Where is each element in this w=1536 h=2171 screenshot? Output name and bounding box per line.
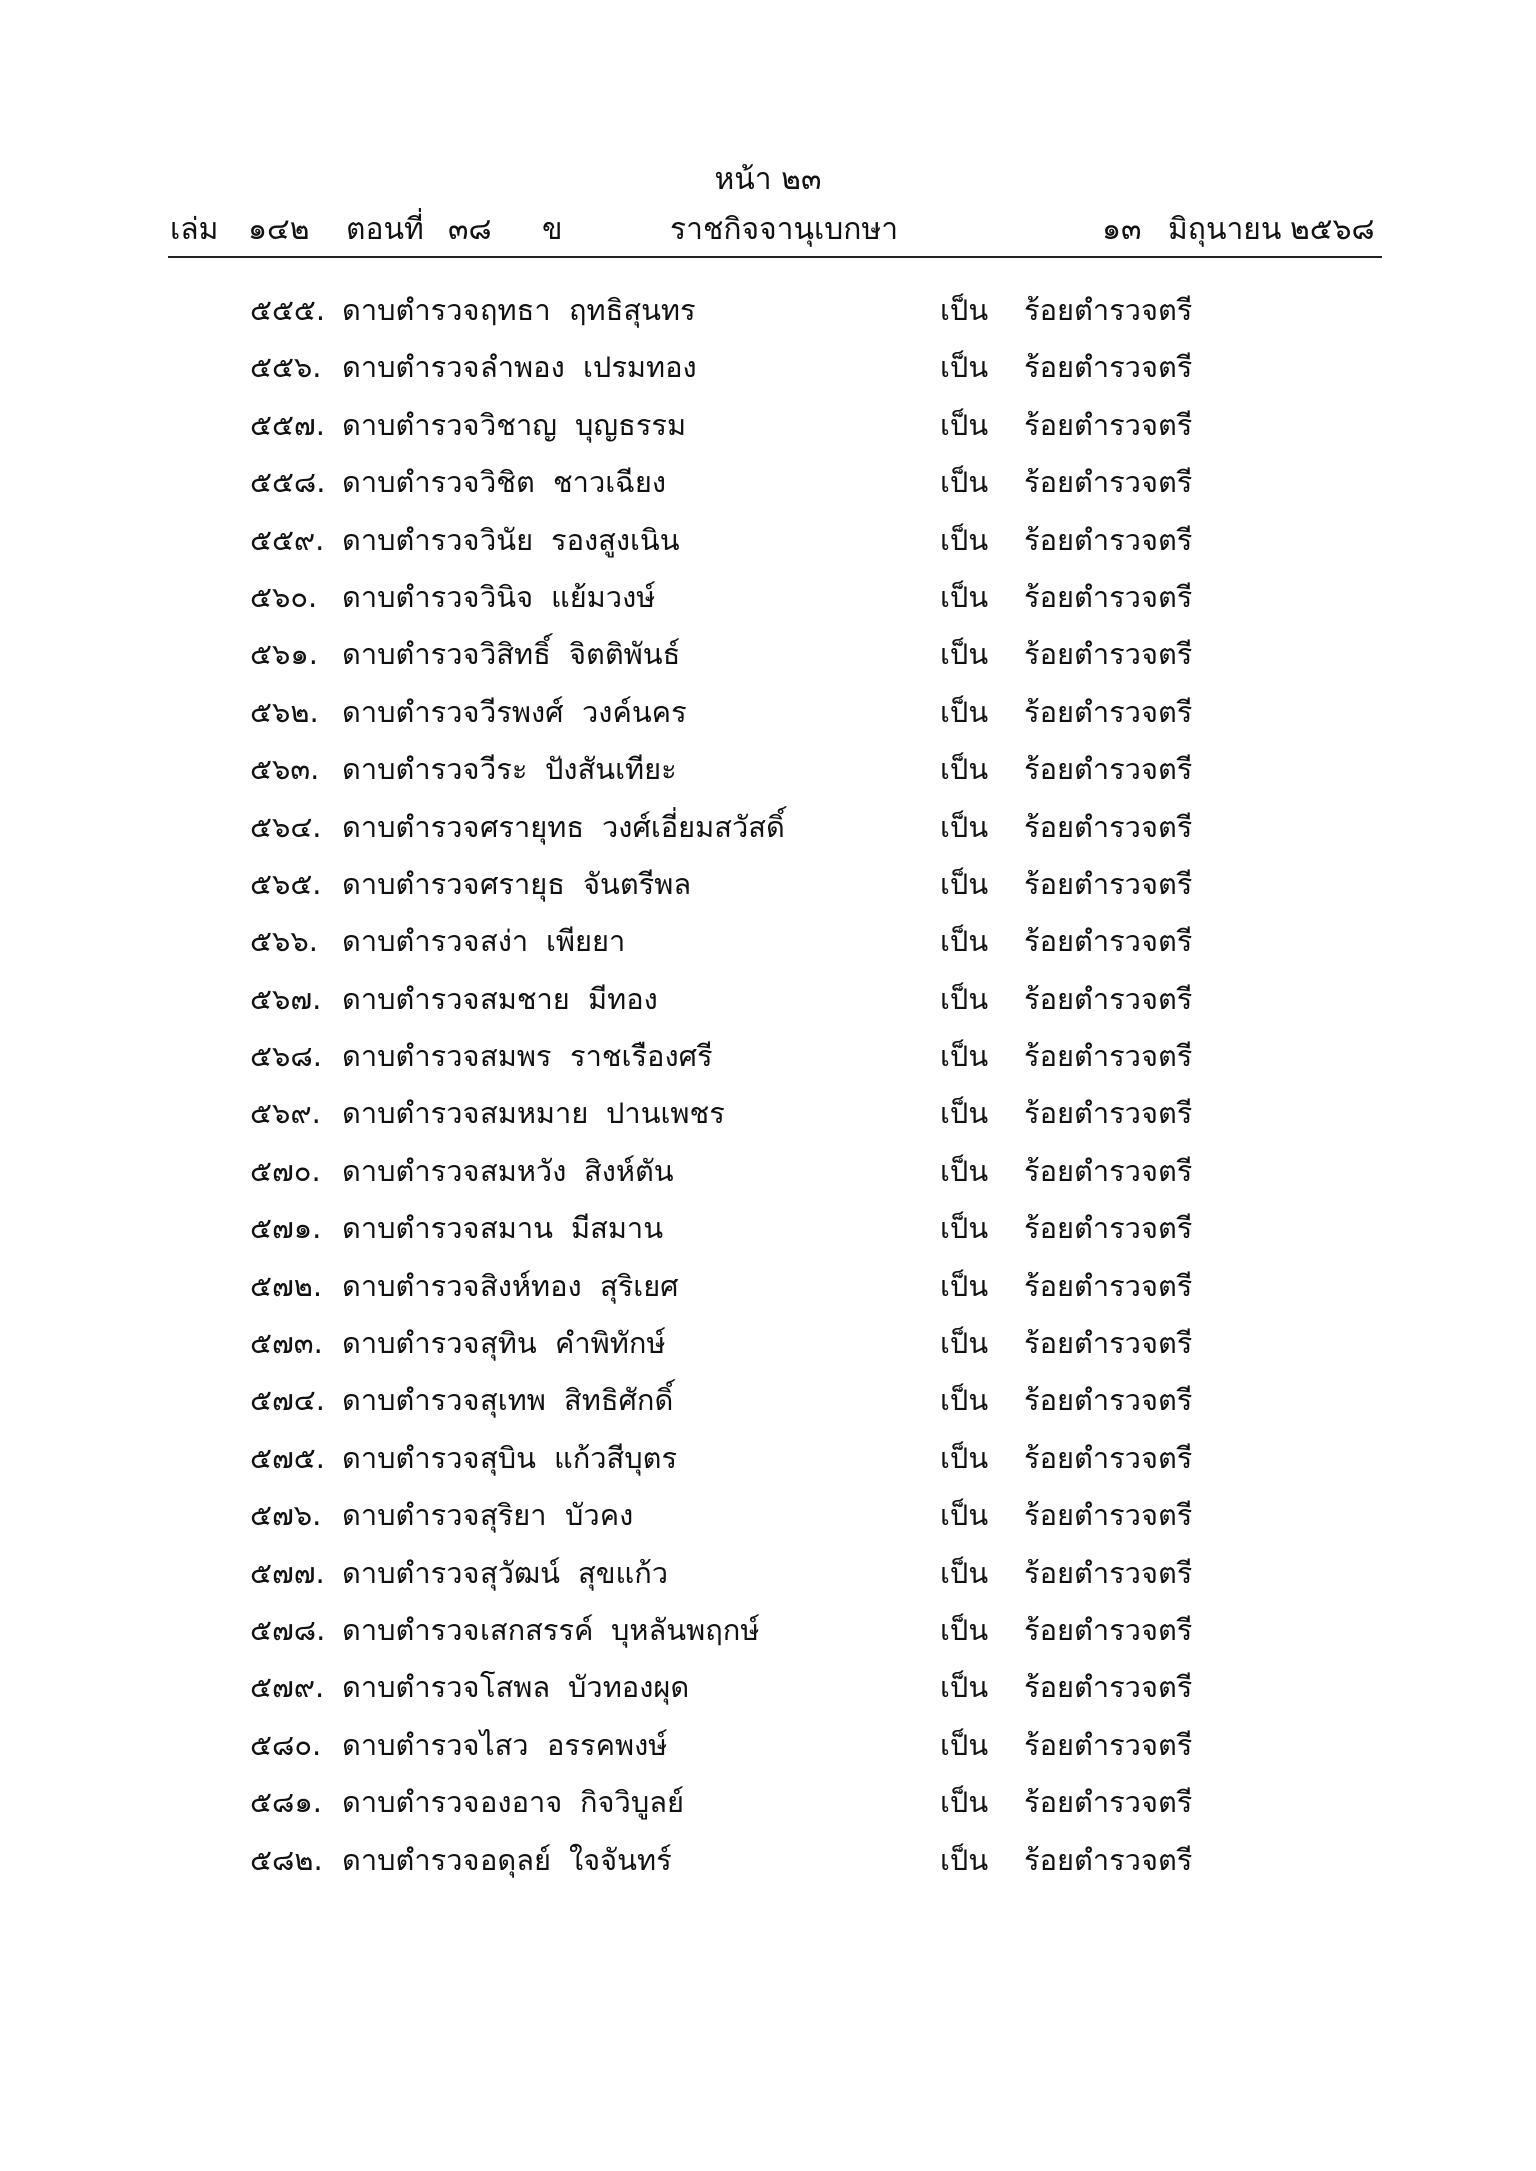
entry-rank: ดาบตำรวจ [342, 579, 480, 614]
entry-last-name: อรรคพงษ์ [547, 1727, 668, 1762]
header-divider [168, 256, 1382, 258]
entry-first-name: วิชิต [480, 465, 535, 500]
entry-number: ๕๗๔. [250, 1383, 325, 1418]
entry-first-name: วีระ [480, 752, 528, 787]
entry-number: ๕๖๖. [250, 924, 318, 959]
entry-first-name: สุทิน [480, 1326, 537, 1361]
entry-first-name: วินัย [480, 522, 534, 557]
entry-rank: ดาบตำรวจ [342, 1211, 480, 1246]
entry-number: ๕๖๕. [250, 866, 322, 901]
list-item [0, 347, 1536, 404]
entry-new-rank: ร้อยตำรวจตรี [1024, 1555, 1193, 1590]
entry-first-name: ศรายุทธ [480, 809, 585, 844]
entry-rank: ดาบตำรวจ [342, 465, 480, 500]
list-item [0, 1266, 1536, 1323]
entry-new-rank: ร้อยตำรวจตรี [1024, 1670, 1193, 1705]
entry-rank: ดาบตำรวจ [342, 1612, 480, 1647]
entry-new-rank: ร้อยตำรวจตรี [1024, 522, 1193, 557]
entry-new-rank: ร้อยตำรวจตรี [1024, 465, 1193, 500]
entry-first-name: สมชาย [480, 981, 570, 1016]
entry-first-name: วิชาญ [480, 407, 557, 442]
entry-number: ๕๗๙. [250, 1670, 325, 1705]
entry-first-name: ฤทธา [480, 293, 551, 327]
entry-connector: เป็น [940, 1842, 989, 1877]
entry-connector: เป็น [940, 293, 989, 327]
entry-rank: ดาบตำรวจ [342, 1096, 480, 1131]
date-month: มิถุนายน [1168, 212, 1282, 247]
volume-label: เล่ม [170, 212, 219, 247]
volume-number: ๑๔๒ [248, 212, 310, 247]
entry-first-name: สมพร [480, 1039, 552, 1074]
entry-first-name: องอาจ [480, 1785, 563, 1820]
entry-connector: เป็น [940, 407, 989, 442]
entry-connector: เป็น [940, 981, 989, 1016]
list-item [0, 1208, 1536, 1265]
entry-new-rank: ร้อยตำรวจตรี [1024, 924, 1193, 959]
list-item [0, 921, 1536, 978]
entry-last-name: สิงห์ตัน [584, 1153, 674, 1188]
list-item [0, 807, 1536, 864]
entry-last-name: แก้วสีบุตร [554, 1440, 678, 1475]
entry-first-name: วีรพงศ์ [480, 694, 564, 729]
entry-last-name: สิทธิศักดิ์ [564, 1383, 674, 1418]
entry-new-rank: ร้อยตำรวจตรี [1024, 809, 1193, 844]
list-item [0, 1782, 1536, 1839]
entry-rank: ดาบตำรวจ [342, 350, 480, 385]
entry-number: ๕๗๐. [250, 1153, 321, 1188]
entry-last-name: แย้มวงษ์ [551, 579, 656, 614]
entry-last-name: มีสมาน [571, 1211, 664, 1246]
date-year: ๒๕๖๘ [1290, 212, 1375, 247]
entry-rank: ดาบตำรวจ [342, 752, 480, 787]
entry-last-name: รองสูงเนิน [551, 522, 680, 557]
entry-last-name: สุขแก้ว [578, 1555, 669, 1590]
promotion-list [0, 290, 1536, 1897]
entry-first-name: ไสว [480, 1727, 529, 1762]
entry-last-name: ปังสันเทียะ [545, 752, 677, 787]
entry-number: ๕๗๑. [250, 1211, 322, 1246]
entry-rank: ดาบตำรวจ [342, 866, 480, 901]
list-item [0, 1151, 1536, 1208]
section-letter: ข [542, 212, 563, 247]
entry-new-rank: ร้อยตำรวจตรี [1024, 350, 1193, 385]
entry-new-rank: ร้อยตำรวจตรี [1024, 1383, 1193, 1418]
entry-new-rank: ร้อยตำรวจตรี [1024, 981, 1193, 1016]
entry-connector: เป็น [940, 694, 989, 729]
list-item [0, 864, 1536, 921]
entry-new-rank: ร้อยตำรวจตรี [1024, 579, 1193, 614]
entry-rank: ดาบตำรวจ [342, 981, 480, 1016]
entry-first-name: สุวัฒน์ [480, 1555, 561, 1590]
page-number: หน้า ๒๓ [714, 162, 822, 197]
entry-new-rank: ร้อยตำรวจตรี [1024, 1096, 1193, 1131]
entry-rank: ดาบตำรวจ [342, 1326, 480, 1361]
date-day: ๑๓ [1102, 212, 1142, 247]
list-item [0, 1840, 1536, 1897]
entry-number: ๕๖๔. [250, 809, 322, 844]
list-item [0, 577, 1536, 634]
entry-connector: เป็น [940, 866, 989, 901]
entry-last-name: ใจจันทร์ [569, 1842, 672, 1877]
entry-new-rank: ร้อยตำรวจตรี [1024, 1842, 1193, 1877]
list-item [0, 462, 1536, 519]
entry-rank: ดาบตำรวจ [342, 1383, 480, 1418]
entry-first-name: อดุลย์ [480, 1842, 552, 1877]
entry-connector: เป็น [940, 1785, 989, 1820]
entry-connector: เป็น [940, 1326, 989, 1361]
entry-connector: เป็น [940, 1727, 989, 1762]
entry-number: ๕๖๓. [250, 752, 320, 787]
entry-new-rank: ร้อยตำรวจตรี [1024, 1498, 1193, 1533]
entry-rank: ดาบตำรวจ [342, 637, 480, 672]
entry-first-name: วินิจ [480, 579, 534, 614]
entry-rank: ดาบตำรวจ [342, 293, 480, 327]
entry-number: ๕๖๗. [250, 981, 322, 1016]
entry-new-rank: ร้อยตำรวจตรี [1024, 1785, 1193, 1820]
list-item [0, 290, 1536, 347]
list-item [0, 1725, 1536, 1782]
entry-last-name: ปานเพชร [606, 1096, 725, 1131]
entry-new-rank: ร้อยตำรวจตรี [1024, 1612, 1193, 1647]
entry-first-name: สุริยา [480, 1498, 547, 1533]
entry-number: ๕๕๙. [250, 522, 325, 557]
entry-last-name: บุญธรรม [575, 407, 687, 442]
entry-rank: ดาบตำรวจ [342, 522, 480, 557]
entry-last-name: วงค์นคร [582, 694, 687, 729]
entry-rank: ดาบตำรวจ [342, 1555, 480, 1590]
entry-last-name: คำพิทักษ์ [555, 1326, 666, 1361]
entry-rank: ดาบตำรวจ [342, 809, 480, 844]
gazette-title: ราชกิจจานุเบกษา [670, 212, 899, 247]
entry-rank: ดาบตำรวจ [342, 1153, 480, 1188]
entry-first-name: สมหวัง [480, 1153, 567, 1188]
entry-new-rank: ร้อยตำรวจตรี [1024, 1727, 1193, 1762]
entry-connector: เป็น [940, 924, 989, 959]
entry-first-name: วิสิทธิ์ [480, 637, 551, 672]
list-item [0, 1438, 1536, 1495]
entry-connector: เป็น [940, 637, 989, 672]
entry-connector: เป็น [940, 752, 989, 787]
entry-last-name: บุหลันพฤกษ์ [611, 1612, 760, 1647]
entry-first-name: สง่า [480, 924, 529, 959]
entry-last-name: บัวคง [565, 1498, 634, 1533]
entry-number: ๕๖๑. [250, 637, 318, 672]
list-item [0, 979, 1536, 1036]
entry-last-name: กิจวิบูลย์ [580, 1785, 685, 1820]
entry-new-rank: ร้อยตำรวจตรี [1024, 1440, 1193, 1475]
list-item [0, 634, 1536, 691]
entry-first-name: ลำพอง [480, 350, 565, 385]
entry-number: ๕๕๕. [250, 293, 326, 327]
list-item [0, 520, 1536, 577]
entry-rank: ดาบตำรวจ [342, 1785, 480, 1820]
entry-connector: เป็น [940, 1268, 989, 1303]
entry-connector: เป็น [940, 1612, 989, 1647]
entry-last-name: ฤทธิสุนทร [569, 293, 696, 327]
entry-connector: เป็น [940, 1440, 989, 1475]
entry-number: ๕๗๘. [250, 1612, 326, 1647]
entry-new-rank: ร้อยตำรวจตรี [1024, 407, 1193, 442]
entry-last-name: บัวทองผุด [568, 1670, 690, 1705]
list-item [0, 1323, 1536, 1380]
entry-new-rank: ร้อยตำรวจตรี [1024, 1326, 1193, 1361]
entry-first-name: โสพล [480, 1670, 551, 1705]
entry-rank: ดาบตำรวจ [342, 694, 480, 729]
entry-first-name: สมหมาย [480, 1096, 589, 1131]
entry-number: ๕๕๖. [250, 350, 322, 385]
entry-new-rank: ร้อยตำรวจตรี [1024, 1039, 1193, 1074]
entry-number: ๕๖๐. [250, 579, 318, 614]
entry-number: ๕๘๐. [250, 1727, 322, 1762]
issue-label: ตอนที่ [346, 212, 424, 247]
entry-connector: เป็น [940, 1383, 989, 1418]
entry-last-name: เปรมทอง [583, 350, 697, 385]
entry-last-name: สุริเยศ [600, 1268, 679, 1303]
entry-number: ๕๖๙. [250, 1096, 321, 1131]
entry-connector: เป็น [940, 465, 989, 500]
entry-first-name: สมาน [480, 1211, 553, 1246]
entry-last-name: มีทอง [588, 981, 658, 1016]
entry-new-rank: ร้อยตำรวจตรี [1024, 866, 1193, 901]
entry-number: ๕๗๖. [250, 1498, 322, 1533]
entry-new-rank: ร้อยตำรวจตรี [1024, 293, 1193, 327]
list-item [0, 405, 1536, 462]
list-item [0, 1036, 1536, 1093]
entry-number: ๕๖๒. [250, 694, 319, 729]
entry-number: ๕๗๕. [250, 1440, 325, 1475]
entry-connector: เป็น [940, 579, 989, 614]
list-item [0, 1667, 1536, 1724]
entry-last-name: ชาวเฉียง [553, 465, 667, 500]
entry-rank: ดาบตำรวจ [342, 1727, 480, 1762]
entry-new-rank: ร้อยตำรวจตรี [1024, 752, 1193, 787]
entry-first-name: สุบิน [480, 1440, 536, 1475]
list-item [0, 1093, 1536, 1150]
issue-number: ๓๘ [448, 212, 492, 247]
entry-number: ๕๕๗. [250, 407, 325, 442]
entry-first-name: ศรายุธ [480, 866, 565, 901]
entry-rank: ดาบตำรวจ [342, 1039, 480, 1074]
gazette-header [170, 210, 1380, 250]
entry-last-name: จิตติพันธ์ [569, 637, 681, 672]
list-item [0, 749, 1536, 806]
entry-connector: เป็น [940, 1670, 989, 1705]
entry-last-name: เพียยา [546, 924, 626, 959]
entry-rank: ดาบตำรวจ [342, 407, 480, 442]
entry-rank: ดาบตำรวจ [342, 924, 480, 959]
entry-connector: เป็น [940, 1096, 989, 1131]
entry-new-rank: ร้อยตำรวจตรี [1024, 694, 1193, 729]
entry-last-name: จันตรีพล [583, 866, 692, 901]
entry-connector: เป็น [940, 350, 989, 385]
entry-new-rank: ร้อยตำรวจตรี [1024, 637, 1193, 672]
list-item [0, 1495, 1536, 1552]
entry-number: ๕๕๘. [250, 465, 326, 500]
entry-connector: เป็น [940, 1211, 989, 1246]
list-item [0, 1380, 1536, 1437]
entry-new-rank: ร้อยตำรวจตรี [1024, 1211, 1193, 1246]
entry-connector: เป็น [940, 1498, 989, 1533]
entry-first-name: สิงห์ทอง [480, 1268, 582, 1303]
entry-rank: ดาบตำรวจ [342, 1440, 480, 1475]
entry-rank: ดาบตำรวจ [342, 1498, 480, 1533]
entry-last-name: ราชเรืองศรี [570, 1039, 713, 1074]
entry-rank: ดาบตำรวจ [342, 1670, 480, 1705]
entry-new-rank: ร้อยตำรวจตรี [1024, 1153, 1193, 1188]
entry-number: ๕๖๘. [250, 1039, 322, 1074]
entry-first-name: เสกสรรค์ [480, 1612, 594, 1647]
entry-rank: ดาบตำรวจ [342, 1842, 480, 1877]
list-item [0, 1553, 1536, 1610]
entry-first-name: สุเทพ [480, 1383, 546, 1418]
entry-number: ๕๘๒. [250, 1842, 323, 1877]
entry-connector: เป็น [940, 809, 989, 844]
entry-new-rank: ร้อยตำรวจตรี [1024, 1268, 1193, 1303]
entry-connector: เป็น [940, 1555, 989, 1590]
entry-connector: เป็น [940, 522, 989, 557]
entry-last-name: วงศ์เอี่ยมสวัสดิ์ [602, 809, 785, 844]
list-item [0, 692, 1536, 749]
entry-number: ๕๗๒. [250, 1268, 323, 1303]
entry-number: ๕๗๗. [250, 1555, 325, 1590]
entry-number: ๕๘๑. [250, 1785, 322, 1820]
entry-connector: เป็น [940, 1153, 989, 1188]
entry-number: ๕๗๓. [250, 1326, 323, 1361]
entry-rank: ดาบตำรวจ [342, 1268, 480, 1303]
entry-connector: เป็น [940, 1039, 989, 1074]
list-item [0, 1610, 1536, 1667]
